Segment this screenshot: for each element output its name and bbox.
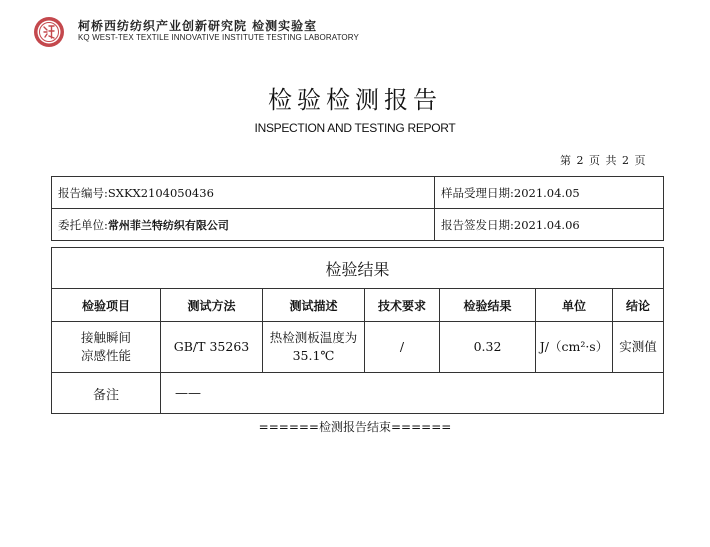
- issue-date-cell: [435, 209, 664, 241]
- info-row-report-no: [52, 177, 664, 209]
- test-item-line: 凉感性能: [80, 348, 131, 363]
- test-description-line: 35.1℃: [292, 348, 335, 363]
- client-value: 常州菲兰特纺织有限公司: [107, 218, 229, 232]
- report-end-marker: ======检测报告结束======: [258, 420, 452, 434]
- column-header: 检验结果: [440, 289, 536, 322]
- unit-cell: J/（cm²·s）: [536, 322, 613, 373]
- report-title-en: INSPECTION AND TESTING REPORT: [254, 121, 456, 135]
- results-table: [51, 247, 664, 414]
- column-header: 测试描述: [263, 289, 365, 322]
- issue-date-value: 2021.04.06: [513, 217, 580, 232]
- results-header-row: [52, 289, 664, 322]
- report-number-label: 报告编号:: [58, 185, 108, 200]
- table-row: [52, 322, 664, 373]
- requirement-cell: /: [365, 322, 440, 373]
- test-description-line: 热检测板温度为: [269, 330, 358, 345]
- institute-name-cn: 柯桥西纺纺织产业创新研究院 检测实验室: [78, 19, 318, 33]
- client-cell: [52, 209, 435, 241]
- remark-value: ——: [161, 373, 664, 414]
- info-row-client: [52, 209, 664, 241]
- results-title-row: [52, 248, 664, 289]
- issue-date-label: 报告签发日期:: [441, 217, 514, 232]
- column-header: 单位: [536, 289, 613, 322]
- institute-name-en: KQ WEST-TEX TEXTILE INNOVATIVE INSTITUTE TESTING LABORATORY: [78, 33, 359, 42]
- report-number-cell: [52, 177, 435, 209]
- page-number: 第 2 页 共 2 页: [560, 154, 646, 167]
- test-description-cell: [263, 322, 365, 373]
- column-header: 技术要求: [365, 289, 440, 322]
- test-method-cell: GB/T 35263: [161, 322, 263, 373]
- report-header: [33, 16, 633, 48]
- receipt-date-value: 2021.04.05: [513, 185, 580, 200]
- test-item-line: 接触瞬间: [80, 330, 131, 345]
- results-title: 检验结果: [52, 248, 664, 289]
- client-label: 委托单位:: [58, 217, 108, 232]
- remark-label: 备注: [52, 373, 161, 414]
- column-header: 测试方法: [161, 289, 263, 322]
- column-header: 结论: [613, 289, 664, 322]
- test-item-cell: [52, 322, 161, 373]
- report-title-cn: 检验检测报告: [268, 86, 442, 114]
- report-number-value: SXKX2104050436: [107, 185, 214, 200]
- column-header: 检验项目: [52, 289, 161, 322]
- receipt-date-cell: [435, 177, 664, 209]
- report-info-table: [51, 176, 664, 241]
- result-cell: 0.32: [440, 322, 536, 373]
- receipt-date-label: 样品受理日期:: [441, 185, 514, 200]
- institute-logo-icon: [33, 16, 65, 48]
- remark-row: [52, 373, 664, 414]
- conclusion-cell: 实测值: [613, 322, 664, 373]
